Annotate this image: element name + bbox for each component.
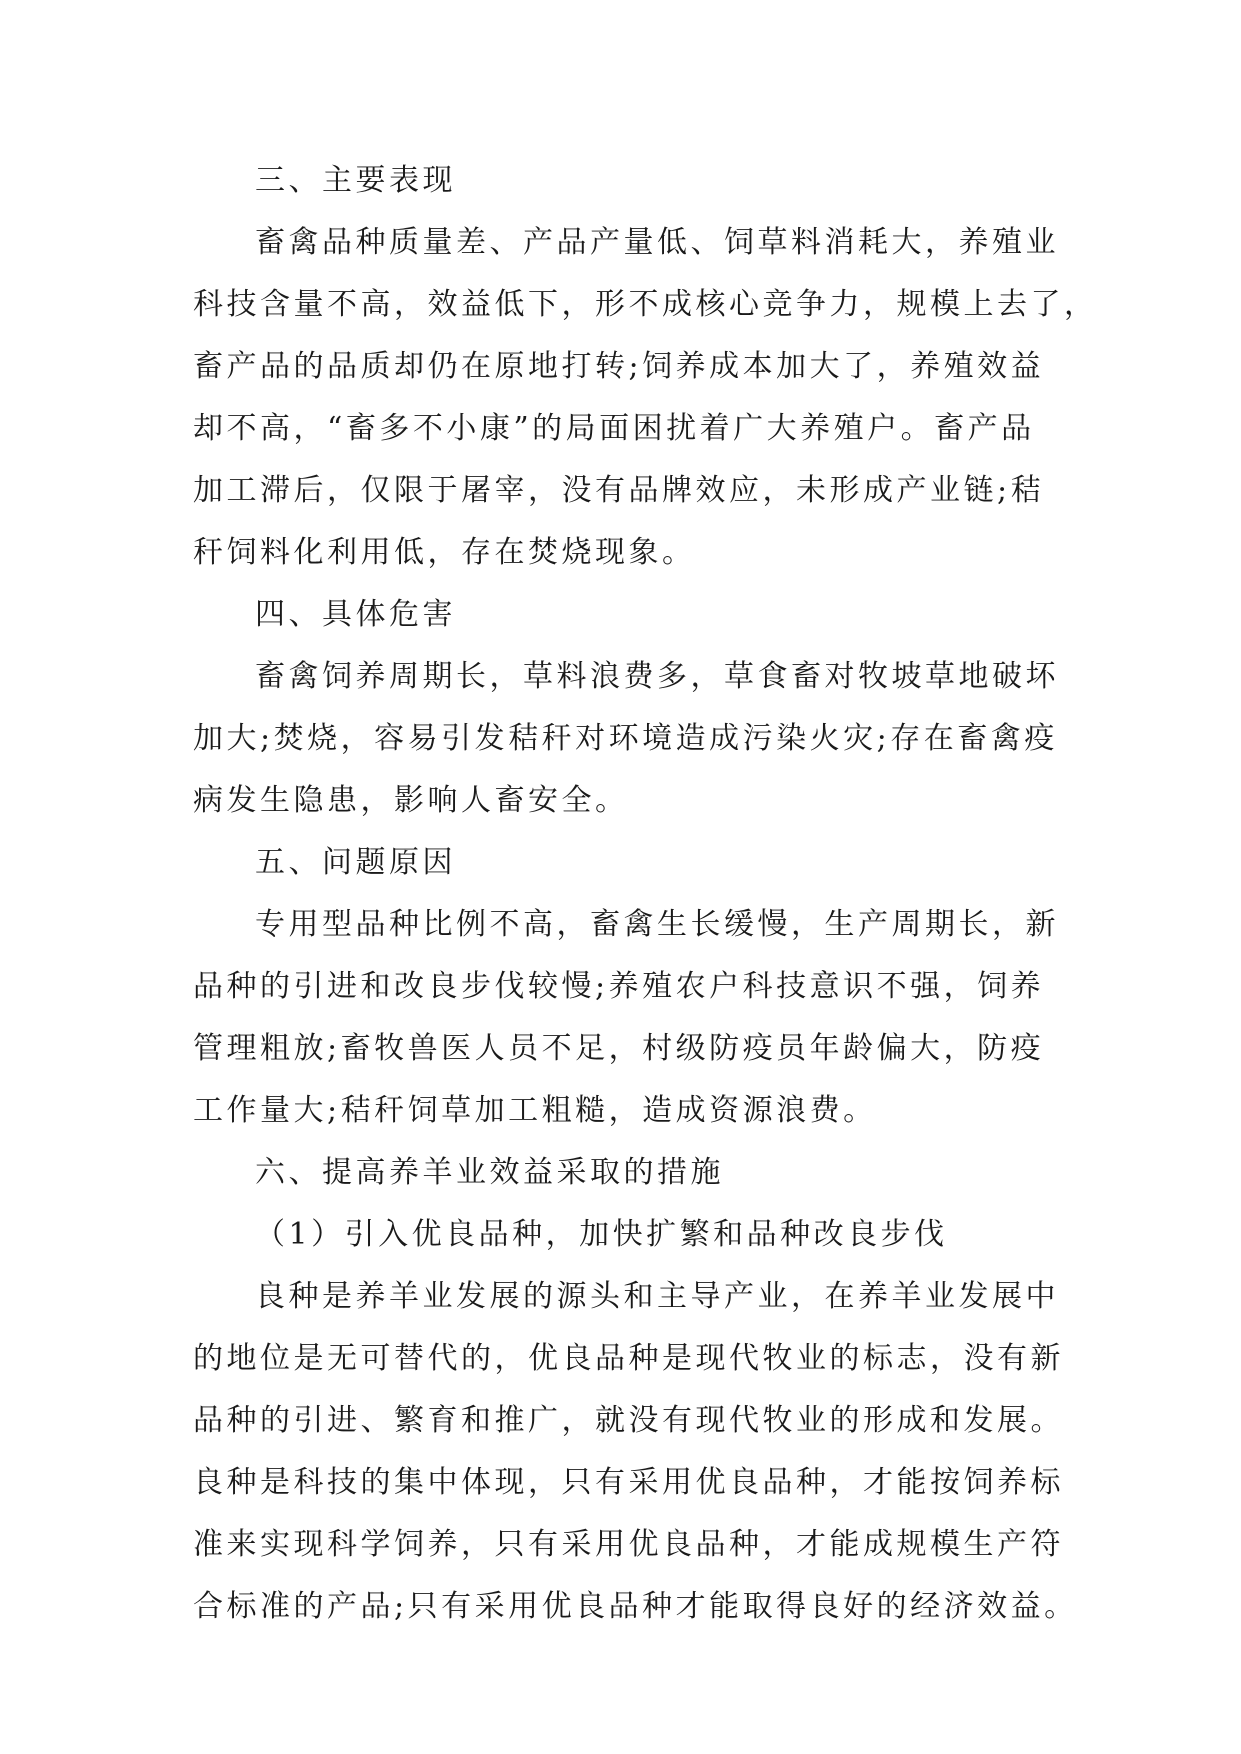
paragraph-line: 品种的引进、繁育和推广，就没有现代牧业的形成和发展。 xyxy=(193,1403,1064,1438)
paragraph-line: 良种是养羊业发展的源头和主导产业，在养羊业发展中 xyxy=(255,1279,1059,1314)
paragraph-line: 良种是科技的集中体现，只有采用优良品种，才能按饲养标 xyxy=(193,1465,1064,1500)
paragraph-line: 加大;焚烧，容易引发秸秆对环境造成污染火灾;存在畜禽疫 xyxy=(193,721,1058,756)
section-heading-main-manifestations: 三、主要表现 xyxy=(255,163,456,198)
section-heading-specific-hazards: 四、具体危害 xyxy=(255,597,456,632)
section-heading-problem-causes: 五、问题原因 xyxy=(255,845,456,880)
paragraph-line: 工作量大;秸秆饲草加工粗糙，造成资源浪费。 xyxy=(193,1093,877,1128)
paragraph-line: 畜产品的品质却仍在原地打转;饲养成本加大了，养殖效益 xyxy=(193,349,1045,384)
paragraph-line: 的地位是无可替代的，优良品种是现代牧业的标志，没有新 xyxy=(193,1341,1064,1376)
paragraph-line: 合标准的产品;只有采用优良品种才能取得良好的经济效益。 xyxy=(193,1589,1078,1624)
paragraph-line: 病发生隐患，影响人畜安全。 xyxy=(193,783,629,818)
paragraph-line: 管理粗放;畜牧兽医人员不足，村级防疫员年龄偏大，防疫 xyxy=(193,1031,1045,1066)
paragraph-line: 准来实现科学饲养，只有采用优良品种，才能成规模生产符 xyxy=(193,1527,1064,1562)
subsection-heading: （1）引入优良品种，加快扩繁和品种改良步伐 xyxy=(255,1217,948,1252)
paragraph-line: 加工滞后，仅限于屠宰，没有品牌效应，未形成产业链;秸 xyxy=(193,473,1045,508)
paragraph-line: 秆饲料化利用低，存在焚烧现象。 xyxy=(193,535,696,570)
section-heading-measures: 六、提高养羊业效益采取的措施 xyxy=(255,1155,724,1190)
paragraph-line: 专用型品种比例不高，畜禽生长缓慢，生产周期长，新 xyxy=(255,907,1059,942)
paragraph-line: 畜禽饲养周期长，草料浪费多，草食畜对牧坡草地破坏 xyxy=(255,659,1059,694)
paragraph-line: 品种的引进和改良步伐较慢;养殖农户科技意识不强，饲养 xyxy=(193,969,1045,1004)
paragraph-line: 畜禽品种质量差、产品产量低、饲草料消耗大，养殖业 xyxy=(255,225,1059,260)
paragraph-line: 却不高，“畜多不小康”的局面困扰着广大养殖户。畜产品 xyxy=(193,411,1035,446)
paragraph-line: 科技含量不高，效益低下，形不成核心竞争力，规模上去了， xyxy=(193,287,1098,322)
